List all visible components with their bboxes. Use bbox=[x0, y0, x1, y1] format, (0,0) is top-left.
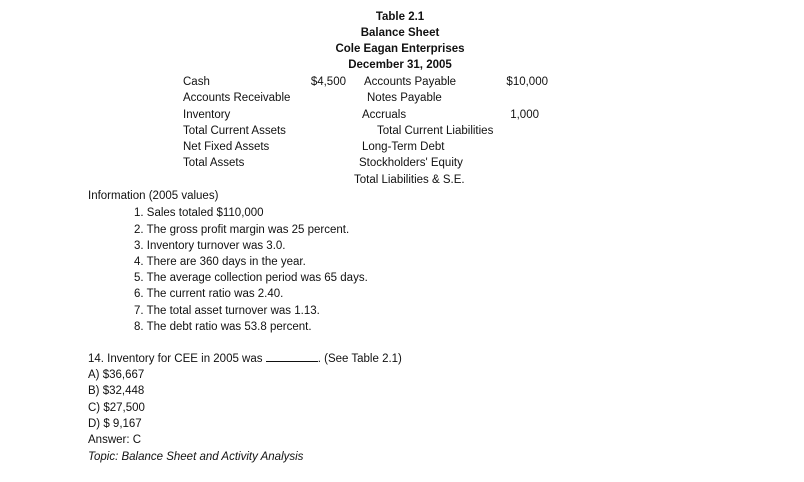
table-title: Balance Sheet bbox=[360, 27, 440, 39]
information-item: 7. The total asset turnover was 1.13. bbox=[134, 305, 320, 317]
answer-blank bbox=[266, 351, 318, 362]
liability-label-long-term-debt: Long-Term Debt bbox=[362, 141, 445, 153]
information-item: 6. The current ratio was 2.40. bbox=[134, 288, 284, 300]
liability-label-total-current-liabilities: Total Current Liabilities bbox=[377, 125, 494, 137]
answer-option-c: C) $27,500 bbox=[88, 402, 145, 414]
question-stem bbox=[88, 351, 402, 366]
liability-label-stockholders-equity: Stockholders' Equity bbox=[359, 157, 463, 169]
answer-option-b: B) $32,448 bbox=[88, 385, 145, 397]
liability-value-accruals: 1,000 bbox=[510, 109, 539, 121]
asset-label-inventory: Inventory bbox=[183, 109, 231, 121]
question-stem-text: 14. Inventory for CEE in 2005 was bbox=[88, 353, 263, 365]
table-number: Table 2.1 bbox=[375, 11, 425, 23]
question-topic: Topic: Balance Sheet and Activity Analysis bbox=[88, 451, 304, 463]
asset-label-total-assets: Total Assets bbox=[183, 157, 245, 169]
liability-label-accounts-payable: Accounts Payable bbox=[364, 76, 457, 88]
liability-label-total-liabilities-se: Total Liabilities & S.E. bbox=[354, 174, 465, 186]
information-item: 4. There are 360 days in the year. bbox=[134, 256, 306, 268]
liability-value-accounts-payable: $10,000 bbox=[506, 76, 548, 88]
answer-option-a: A) $36,667 bbox=[88, 369, 145, 381]
answer-key: Answer: C bbox=[88, 434, 142, 446]
asset-value-cash: $4,500 bbox=[310, 76, 346, 88]
information-item: 2. The gross profit margin was 25 percent. bbox=[134, 224, 350, 236]
information-heading: Information (2005 values) bbox=[88, 190, 219, 202]
information-item: 8. The debt ratio was 53.8 percent. bbox=[134, 321, 312, 333]
asset-label-cash: Cash bbox=[183, 76, 210, 88]
liability-label-notes-payable: Notes Payable bbox=[367, 92, 442, 104]
information-item: 1. Sales totaled $110,000 bbox=[134, 207, 264, 219]
company-name: Cole Eagan Enterprises bbox=[335, 43, 465, 55]
question-stem-reference: . (See Table 2.1) bbox=[317, 353, 402, 365]
information-item: 3. Inventory turnover was 3.0. bbox=[134, 240, 286, 252]
balance-sheet-date: December 31, 2005 bbox=[348, 59, 452, 71]
answer-option-d: D) $ 9,167 bbox=[88, 418, 142, 430]
asset-label-total-current-assets: Total Current Assets bbox=[183, 125, 286, 137]
information-item: 5. The average collection period was 65 days. bbox=[134, 272, 368, 284]
asset-label-net-fixed-assets: Net Fixed Assets bbox=[183, 141, 270, 153]
asset-label-accounts-receivable: Accounts Receivable bbox=[183, 92, 291, 104]
liability-label-accruals: Accruals bbox=[362, 109, 407, 121]
